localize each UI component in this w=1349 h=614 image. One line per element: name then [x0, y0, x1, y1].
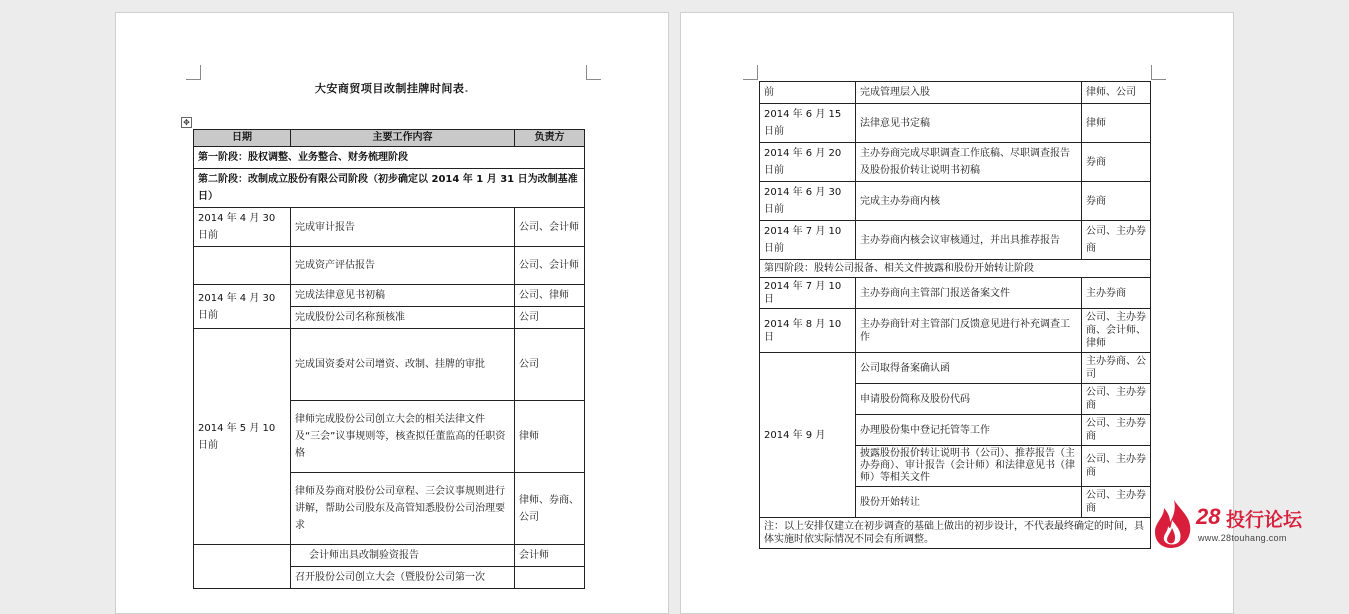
logo-name: 投行论坛: [1226, 509, 1303, 531]
col-header-party: 负责方: [515, 130, 585, 147]
task-cell: 完成审计报告: [291, 208, 515, 247]
task-cell: 完成资产评估报告: [291, 247, 515, 285]
table-row: [194, 285, 585, 307]
schedule-table-page1: [193, 129, 585, 589]
task-cell: 会计师出具改制验资报告: [291, 545, 515, 567]
stage-4-row: 第四阶段：股转公司报备、相关文件披露和股份开始转让阶段: [760, 260, 1151, 278]
document-title: 大安商贸项目改制挂牌时间表.: [314, 82, 470, 95]
date-cell: 2014 年 4 月 30 日前: [194, 285, 291, 329]
crop-mark: [743, 65, 758, 80]
schedule-table-page2: [759, 81, 1151, 549]
party-cell: 主办券商、公司: [1082, 353, 1151, 384]
task-cell: 召开股份公司创立大会（暨股份公司第一次: [291, 567, 515, 589]
task-cell: 公司取得备案确认函: [856, 353, 1082, 384]
task-cell: 披露股份报价转让说明书（公司）、推荐报告（主办券商）、审计报告（会计师）和法律意见书（律师）等相关文件: [856, 446, 1082, 487]
table-row: [194, 247, 585, 285]
date-cell: 2014 年 8 月 10 日: [760, 309, 856, 353]
table-row: [760, 82, 1151, 104]
party-cell: [515, 567, 585, 589]
party-cell: 公司: [515, 329, 585, 401]
party-cell: 公司: [515, 307, 585, 329]
crop-mark: [186, 65, 201, 80]
crop-mark: [586, 65, 601, 80]
table-row: [194, 329, 585, 401]
date-cell: 2014 年 6 月 15 日前: [760, 104, 856, 143]
task-cell: 主办券商完成尽职调查工作底稿、尽职调查报告及股份报价转让说明书初稿: [856, 143, 1082, 182]
party-cell: 公司、主办券商: [1082, 487, 1151, 518]
date-cell: 2014 年 6 月 20 日前: [760, 143, 856, 182]
date-cell: 2014 年 7 月 10 日前: [760, 221, 856, 260]
table-row: [194, 545, 585, 567]
task-cell: 法律意见书定稿: [856, 104, 1082, 143]
task-cell: 律师完成股份公司创立大会的相关法律文件及“三会”议事规则等，核查拟任董监高的任职资格: [291, 401, 515, 473]
party-cell: 公司、主办券商、会计师、律师: [1082, 309, 1151, 353]
table-row: [760, 278, 1151, 309]
date-cell: 2014 年 5 月 10 日前: [194, 329, 291, 545]
table-row: [760, 104, 1151, 143]
date-cell: 2014 年 4 月 30 日前: [194, 208, 291, 247]
task-cell: 主办券商针对主管部门反馈意见进行补充调查工作: [856, 309, 1082, 353]
date-cell: [194, 247, 291, 285]
task-cell: 完成主办券商内核: [856, 182, 1082, 221]
task-cell: 完成股份公司名称预核准: [291, 307, 515, 329]
site-logo[interactable]: [1152, 498, 1332, 550]
task-cell: 申请股份简称及股份代码: [856, 384, 1082, 415]
date-cell: [194, 545, 291, 589]
party-cell: 公司、主办券商: [1082, 384, 1151, 415]
task-cell: 办理股份集中登记托管等工作: [856, 415, 1082, 446]
logo-number: 28: [1196, 504, 1221, 529]
table-header-row: [194, 130, 585, 147]
table-row: [760, 353, 1151, 384]
table-row: [760, 143, 1151, 182]
party-cell: 公司、律师: [515, 285, 585, 307]
document-page-2: [680, 12, 1234, 614]
table-move-handle-icon[interactable]: ✥: [181, 117, 192, 128]
party-cell: 律师: [1082, 104, 1151, 143]
table-row: [760, 309, 1151, 353]
task-cell: 主办券商内核会议审核通过，并出具推荐报告: [856, 221, 1082, 260]
party-cell: 公司、主办券商: [1082, 446, 1151, 487]
table-row: [760, 182, 1151, 221]
table-row: [194, 208, 585, 247]
col-header-date: 日期: [194, 130, 291, 147]
date-cell: 2014 年 9 月: [760, 353, 856, 518]
party-cell: 公司、主办券商: [1082, 221, 1151, 260]
note-row: 注：以上安排仅建立在初步调查的基础上做出的初步设计，不代表最终确定的时间，具体实施时依实际情况不同会有所调整。: [760, 518, 1151, 549]
stage-1-row: 第一阶段：股权调整、业务整合、财务梳理阶段: [194, 147, 585, 169]
task-cell: 主办券商向主管部门报送备案文件: [856, 278, 1082, 309]
party-cell: 会计师: [515, 545, 585, 567]
logo-url: www.28touhang.com: [1198, 533, 1287, 543]
task-cell: 股份开始转让: [856, 487, 1082, 518]
party-cell: 主办券商: [1082, 278, 1151, 309]
task-cell: 完成国资委对公司增资、改制、挂牌的审批: [291, 329, 515, 401]
date-cell: 前: [760, 82, 856, 104]
table-row: [760, 221, 1151, 260]
party-cell: 券商: [1082, 182, 1151, 221]
task-cell: 完成法律意见书初稿: [291, 285, 515, 307]
party-cell: 公司、主办券商: [1082, 415, 1151, 446]
col-header-task: 主要工作内容: [291, 130, 515, 147]
party-cell: 律师、券商、公司: [515, 473, 585, 545]
crop-mark: [1151, 65, 1166, 80]
party-cell: 律师: [515, 401, 585, 473]
party-cell: 公司、会计师: [515, 208, 585, 247]
party-cell: 律师、公司: [1082, 82, 1151, 104]
party-cell: 公司、会计师: [515, 247, 585, 285]
party-cell: 券商: [1082, 143, 1151, 182]
date-cell: 2014 年 7 月 10 日: [760, 278, 856, 309]
task-cell: 完成管理层入股: [856, 82, 1082, 104]
task-cell: 律师及券商对股份公司章程、三会议事规则进行讲解，帮助公司股东及高管知悉股份公司治理要求: [291, 473, 515, 545]
date-cell: 2014 年 6 月 30 日前: [760, 182, 856, 221]
document-page-1: [115, 12, 669, 614]
stage-2-row: 第二阶段：改制成立股份有限公司阶段（初步确定以 2014 年 1 月 31 日为改制基准日）: [194, 169, 585, 208]
